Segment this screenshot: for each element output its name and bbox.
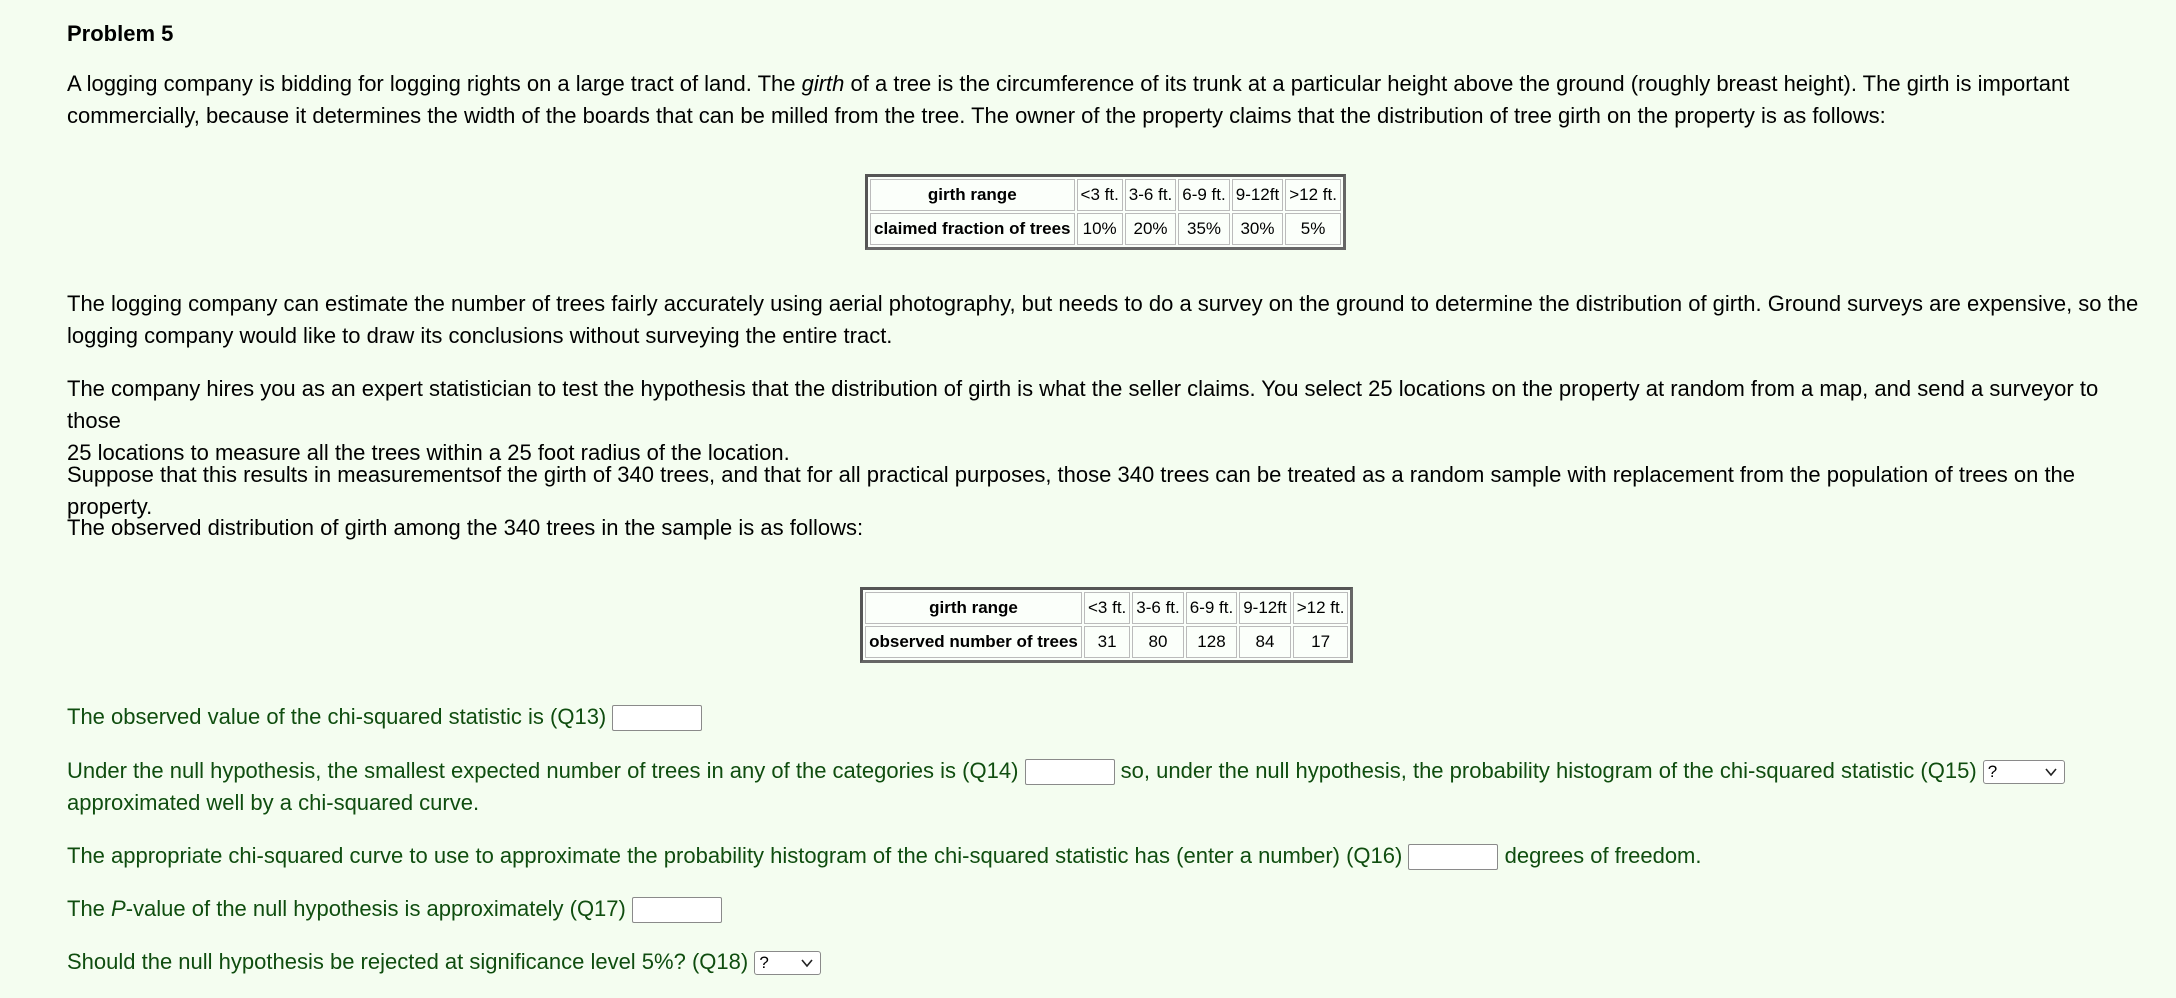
q16-label: The appropriate chi-squared curve to use to approximate the probability histogram of the chi-squared statistic has (enter a number) (Q16) xyxy=(67,843,1403,868)
observed-intro-paragraph: The observed distribution of girth among the 340 trees in the sample is as follows: xyxy=(67,515,864,540)
table-cell: 3-6 ft. xyxy=(1132,592,1183,624)
intro-text-line2: commercially, because it determines the width of the boards that can be milled from the tree. The owner of the property claims that the distribution of tree girth on the property is as follows: xyxy=(67,103,1886,128)
q15-label: so, under the null hypothesis, the probability histogram of the chi-squared statistic (Q15) xyxy=(1120,758,1977,783)
row-header: girth range xyxy=(870,179,1075,211)
sample-paragraph: Suppose that this results in measurementsof the girth of 340 trees, and that for all practical purposes, those 340 trees can be treated as a random sample with replacement from the population of trees on the property. xyxy=(67,462,2076,519)
q18-label: Should the null hypothesis be rejected at significance level 5%? (Q18) xyxy=(67,949,749,974)
q15-selected-value: ? xyxy=(1987,762,1998,782)
q15-select[interactable] xyxy=(1983,760,2065,784)
problem-title: Problem 5 xyxy=(67,21,174,46)
table-cell: 9-12ft xyxy=(1239,592,1290,624)
q14-label: Under the null hypothesis, the smallest expected number of trees in any of the categories is (Q14) xyxy=(67,758,1019,783)
hypothesis-text-line1: The company hires you as an expert statistician to test the hypothesis that the distribution of girth is what the seller claims. You select 25 locations on the property at random from a map, and send a surveyor to those xyxy=(67,376,2099,433)
table-row xyxy=(870,179,1341,211)
table-cell: <3 ft. xyxy=(1077,179,1123,211)
chevron-down-icon xyxy=(2044,765,2058,779)
hypothesis-text-line2: 25 locations to measure all the trees within a 25 foot radius of the location. xyxy=(67,440,790,465)
table-row xyxy=(865,592,1348,624)
row-header: claimed fraction of trees xyxy=(870,213,1075,245)
p-symbol: P xyxy=(111,896,126,921)
table-cell: 9-12ft xyxy=(1232,179,1283,211)
table-cell: 128 xyxy=(1186,626,1237,658)
table-cell: 17 xyxy=(1293,626,1349,658)
table-cell: 10% xyxy=(1077,213,1123,245)
q13-line xyxy=(67,701,2157,733)
hypothesis-paragraph xyxy=(67,373,2157,469)
girth-term: girth xyxy=(801,71,845,96)
q17-p-value-input[interactable] xyxy=(632,897,722,923)
survey-paragraph xyxy=(67,288,2157,352)
table-cell: 80 xyxy=(1132,626,1183,658)
table-row xyxy=(870,213,1341,245)
table-cell: 35% xyxy=(1178,213,1229,245)
chevron-down-icon xyxy=(800,956,814,970)
table-cell: >12 ft. xyxy=(1285,179,1341,211)
q18-line xyxy=(67,946,2157,978)
table-cell: <3 ft. xyxy=(1084,592,1130,624)
q16-line xyxy=(67,840,2157,872)
table-cell: 31 xyxy=(1084,626,1130,658)
table-row xyxy=(865,626,1348,658)
q15-continuation: approximated well by a chi-squared curve. xyxy=(67,790,480,815)
q14-line xyxy=(67,755,2157,787)
q18-selected-value: ? xyxy=(759,953,769,973)
table-cell: 84 xyxy=(1239,626,1290,658)
q16-suffix: degrees of freedom. xyxy=(1504,843,1702,868)
table-cell: 20% xyxy=(1125,213,1176,245)
row-header: girth range xyxy=(865,592,1082,624)
q17-label-start: The xyxy=(67,896,112,921)
q16-degrees-of-freedom-input[interactable] xyxy=(1408,844,1498,870)
q15-line2 xyxy=(67,787,2157,819)
q17-label-rest: -value of the null hypothesis is approximately (Q17) xyxy=(125,896,626,921)
survey-text-line2: logging company would like to draw its conclusions without surveying the entire tract. xyxy=(67,323,893,348)
observed-distribution-table-wrap xyxy=(860,587,1353,663)
intro-text-rest: of a tree is the circumference of its trunk at a particular height above the ground (roughly breast height). The girth is important xyxy=(844,71,2070,96)
table-cell: 6-9 ft. xyxy=(1186,592,1237,624)
table-cell: 30% xyxy=(1232,213,1283,245)
q13-chi-squared-input[interactable] xyxy=(612,705,702,731)
observed-distribution-table xyxy=(860,587,1353,663)
q13-label: The observed value of the chi-squared statistic is (Q13) xyxy=(67,704,607,729)
q14-expected-count-input[interactable] xyxy=(1025,759,1115,785)
survey-text-line1: The logging company can estimate the number of trees fairly accurately using aerial photography, but needs to do a survey on the ground to determine the distribution of girth. Ground surveys are expensive, so the xyxy=(67,291,2139,316)
claimed-distribution-table xyxy=(865,174,1346,250)
intro-paragraph xyxy=(67,68,2157,132)
table-cell: >12 ft. xyxy=(1293,592,1349,624)
table-cell: 6-9 ft. xyxy=(1178,179,1229,211)
intro-text-start: A logging company is bidding for logging rights on a large tract of land. The xyxy=(67,71,802,96)
q18-select[interactable] xyxy=(754,951,821,975)
claimed-distribution-table-wrap xyxy=(865,174,1346,250)
table-cell: 5% xyxy=(1285,213,1341,245)
q17-line xyxy=(67,893,2157,925)
row-header: observed number of trees xyxy=(865,626,1082,658)
table-cell: 3-6 ft. xyxy=(1125,179,1176,211)
